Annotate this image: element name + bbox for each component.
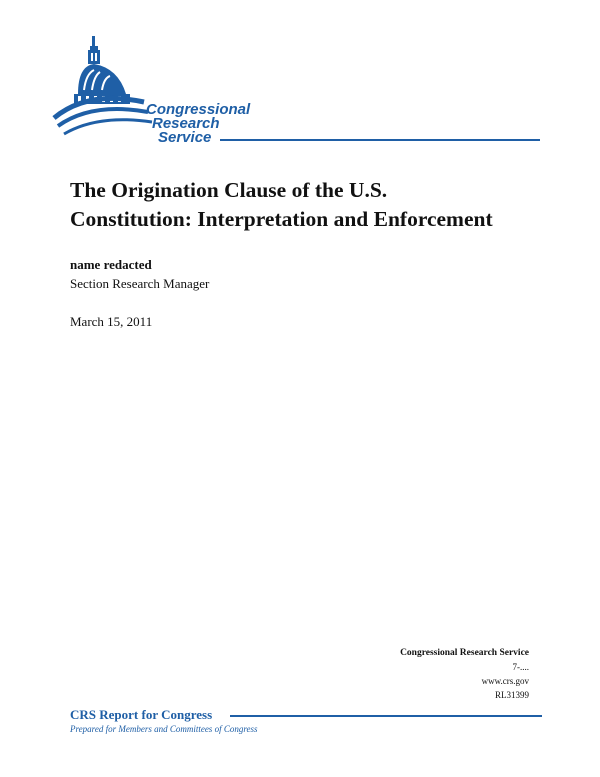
meta-org: Congressional Research Service	[400, 648, 529, 658]
author-name: name redacted	[70, 257, 152, 272]
capitol-dome-icon	[48, 30, 158, 148]
meta-website: www.crs.gov	[481, 676, 529, 686]
logo-line-research: Research	[152, 115, 220, 132]
logo-divider	[220, 139, 540, 141]
logo-line-service: Service	[158, 129, 212, 146]
report-meta	[400, 646, 529, 702]
report-title-line-1: The Origination Clause of the U.S.	[70, 178, 388, 202]
footer-divider	[230, 715, 542, 717]
meta-report-number: RL31399	[494, 690, 529, 700]
footer-subtitle: Prepared for Members and Committees of Congress	[70, 724, 258, 734]
report-date: March 15, 2011	[70, 314, 153, 329]
report-title	[70, 176, 550, 234]
crs-logo	[48, 30, 548, 150]
meta-phone: 7-....	[512, 662, 529, 672]
report-title-line-2: Constitution: Interpretation and Enforcement	[70, 207, 493, 231]
logo-line-congressional: Congressional	[146, 101, 251, 118]
footer-title: CRS Report for Congress	[70, 707, 213, 722]
author-role: Section Research Manager	[70, 276, 210, 291]
